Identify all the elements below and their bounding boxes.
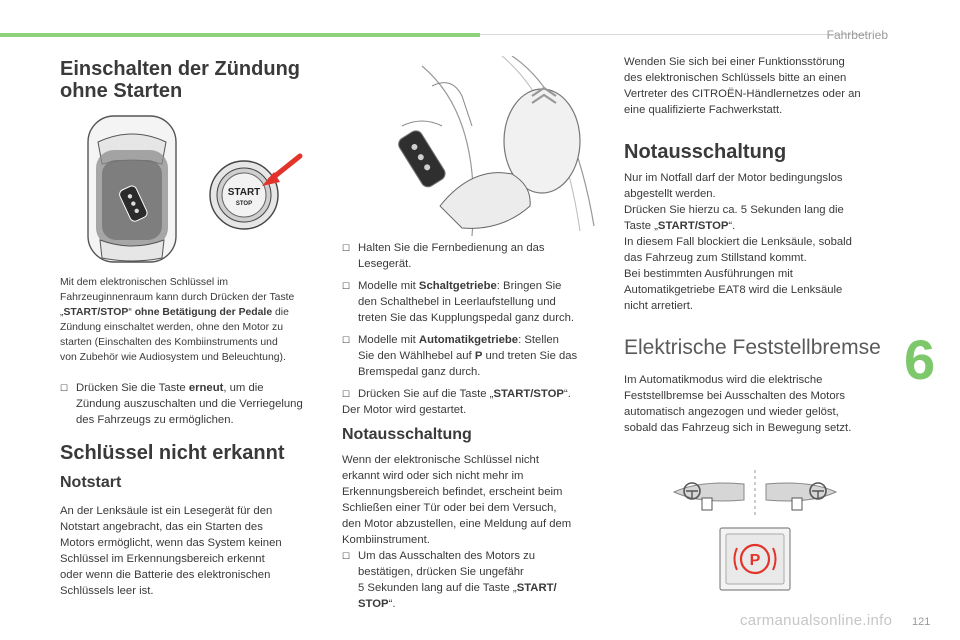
checkbox-bullet-icon: ☐ <box>60 383 69 393</box>
intro-no-pedal: ohne Betätigung der Pedale <box>134 307 273 318</box>
title-ignition <box>60 58 300 102</box>
paragraph-line: erkannt wird oder sich nicht mehr im <box>342 470 524 482</box>
list-item <box>60 380 330 428</box>
bullet-bold: START/STOP <box>493 388 564 400</box>
bullet-text: Sie den Wählhebel auf <box>358 350 475 362</box>
paragraph-line: An der Lenksäule ist ein Lesegerät für den <box>60 505 273 517</box>
list-item <box>342 240 612 272</box>
start-stop-button-illustration <box>204 150 314 240</box>
intro-line: von Zubehör wie Audiosystem und Beleuchtung). <box>60 352 286 363</box>
checkbox-bullet-icon: ☐ <box>342 389 351 399</box>
bullet-text: : Bringen Sie <box>496 280 562 292</box>
bullet-text: Um das Ausschalten des Motors zu <box>358 550 536 562</box>
checkbox-bullet-icon: ☐ <box>342 281 351 291</box>
header-accent-bar <box>0 33 480 37</box>
paragraph-line: automatisch angezogen und wieder gelöst, <box>624 406 839 418</box>
bullet-bold: P <box>474 350 483 362</box>
text-part: Taste „ <box>624 220 658 232</box>
bullet-text: “. <box>388 598 396 610</box>
paragraph-line: Schließen einer Tür oder bei dem Versuch, <box>342 502 557 514</box>
paragraph-line: Im Automatikmodus wird die elektrische <box>624 374 823 386</box>
bullet-bold: START/ <box>516 582 557 594</box>
intro-quote-open: „ <box>60 307 64 318</box>
paragraph-line: nicht arretiert. <box>624 300 694 312</box>
paragraph-line: oder wenn die Batterie des elektronischen <box>60 569 271 581</box>
section-label: Fahrbetrieb <box>826 28 888 42</box>
page-number: 121 <box>912 616 931 628</box>
bullet-bold: erneut <box>188 382 224 394</box>
emergency-shutdown-text <box>342 452 612 612</box>
stop-label: STOP <box>235 201 253 207</box>
paragraph-line: Nur im Notfall darf der Motor bedingungslos <box>624 172 843 184</box>
bullet-text: Modelle mit <box>358 280 419 292</box>
paragraph-line: Wenden Sie sich bei einer Funktionsstörung <box>624 56 845 68</box>
engine-started-text: Der Motor wird gestartet. <box>342 404 467 416</box>
paragraph-line: In diesem Fall blockiert die Lenksäule, sobald <box>624 236 852 248</box>
emergency-start-text <box>60 503 330 599</box>
bullet-text: Zündung auszuschalten und die Verriegelung <box>76 398 303 410</box>
bullet-text: : Stellen <box>518 334 559 346</box>
title-emergency-start: Notstart <box>60 474 122 491</box>
header-divider <box>480 34 870 35</box>
paragraph-line: des elektronischen Schlüssels bitte an einen <box>624 72 847 84</box>
bullet-text: Modelle mit <box>358 334 419 346</box>
list-item <box>342 278 612 326</box>
ignition-intro <box>60 275 322 365</box>
intro-line <box>60 305 322 320</box>
title-electric-parking-brake: Elektrische Feststellbremse <box>624 336 881 359</box>
bullet-text: “. <box>563 388 571 400</box>
parking-brake-illustration <box>670 466 840 596</box>
paragraph-line: Drücken Sie hierzu ca. 5 Sekunden lang die <box>624 204 844 216</box>
emergency-shutdown-right-text <box>624 170 894 314</box>
paragraph-line: Motors ermöglicht, wenn das System keinen <box>60 537 282 549</box>
paragraph-line: Schlüssels leer ist. <box>60 585 154 597</box>
remote-key-icon <box>396 128 448 189</box>
bullet-text: bestätigen, drücken Sie ungefähr <box>358 566 524 578</box>
text-bold: START/STOP <box>657 220 729 232</box>
malfunction-text <box>624 54 894 118</box>
start-label: START <box>227 187 261 198</box>
bullet-text: 5 Sekunden lang auf die Taste „ <box>358 582 517 594</box>
bullet-text: Lesegerät. <box>358 258 412 270</box>
bullet-text: treten Sie das Kupplungspedal ganz durch. <box>358 312 575 324</box>
chapter-number: 6 <box>904 328 936 391</box>
ignition-bullet <box>60 380 330 428</box>
bullet-bold: Schaltgetriebe <box>418 280 497 292</box>
checkbox-bullet-icon: ☐ <box>342 335 351 345</box>
paragraph-line: Vertreter des CITROËN-Händlernetzes oder an <box>624 88 861 100</box>
title-ignition-line1: Einschalten der Zündung <box>60 58 301 80</box>
intro-line: Fahrzeuginnenraum kann durch Drücken der Taste <box>60 292 295 303</box>
bullet-text: Bremspedal ganz durch. <box>358 366 481 378</box>
watermark: carmanualsonline.info <box>740 612 893 629</box>
paragraph-line: Bei bestimmten Ausführungen mit <box>624 268 793 280</box>
paragraph-line: Schlüssel im Erkennungsbereich erkennt <box>60 553 265 565</box>
bullet-text: den Schalthebel in Leerlaufstellung und <box>358 296 556 308</box>
title-ignition-line2: ohne Starten <box>60 80 183 102</box>
parking-symbol: P <box>749 552 761 569</box>
title-key-not-detected: Schlüssel nicht erkannt <box>60 442 285 464</box>
intro-key-name: START/STOP <box>63 307 129 318</box>
bullet-text: des Fahrzeugs zu ermöglichen. <box>76 414 234 426</box>
title-emergency-shutdown: Notausschaltung <box>624 141 787 163</box>
bullet-text: Halten Sie die Fernbedienung an das <box>358 242 545 254</box>
text-part: “. <box>728 220 736 232</box>
parking-brake-switch-icon <box>720 528 790 590</box>
paragraph-line: das Fahrzeug zum Stillstand kommt. <box>624 252 807 264</box>
list-item <box>342 332 612 380</box>
bullet-bold: Automatikgetriebe <box>418 334 519 346</box>
intro-line: Mit dem elektronischen Schlüssel im <box>60 277 229 288</box>
intro-tail: die <box>272 307 289 318</box>
paragraph-line: sobald das Fahrzeug sich in Bewegung setzt. <box>624 422 852 434</box>
checkbox-bullet-icon: ☐ <box>342 551 351 561</box>
bullet-bold: STOP <box>358 598 389 610</box>
list-item <box>342 548 612 612</box>
emergency-start-steps <box>342 240 612 418</box>
paragraph-line <box>624 218 894 234</box>
paragraph-line: Erkennungsbereich befindet, erscheint beim <box>342 486 563 498</box>
intro-quote-close: “ <box>128 307 135 318</box>
steering-wheel-reader-illustration <box>362 56 602 236</box>
paragraph-line: abgestellt werden. <box>624 188 716 200</box>
paragraph-line: Notstart angebracht, das ein Starten des <box>60 521 263 533</box>
paragraph-line: eine qualifizierte Fachwerkstatt. <box>624 104 783 116</box>
intro-line: starten (Einschalten des Kombiinstruments und <box>60 337 278 348</box>
parking-brake-text <box>624 372 894 436</box>
paragraph-line: Feststellbremse bei Ausschalten des Motors <box>624 390 846 402</box>
car-key-illustration <box>82 112 182 264</box>
list-item <box>342 386 612 402</box>
bullet-text: Drücken Sie die Taste <box>76 382 189 394</box>
intro-line: Zündung einschaltet werden, ohne den Motor zu <box>60 322 283 333</box>
title-emergency-shutdown-mid: Notausschaltung <box>342 426 472 443</box>
paragraph-line: Wenn der elektronische Schlüssel nicht <box>342 454 539 466</box>
checkbox-bullet-icon: ☐ <box>342 243 351 253</box>
paragraph-line: Kombiinstrument. <box>342 534 430 546</box>
bullet-text: und treten Sie das <box>482 350 578 362</box>
bullet-text: Drücken Sie auf die Taste „ <box>358 388 494 400</box>
bullet-text: , um die <box>223 382 264 394</box>
paragraph-line: den Motor abzustellen, eine Meldung auf dem <box>342 518 572 530</box>
paragraph-line: Automatikgetriebe EAT8 wird die Lenksäule <box>624 284 843 296</box>
